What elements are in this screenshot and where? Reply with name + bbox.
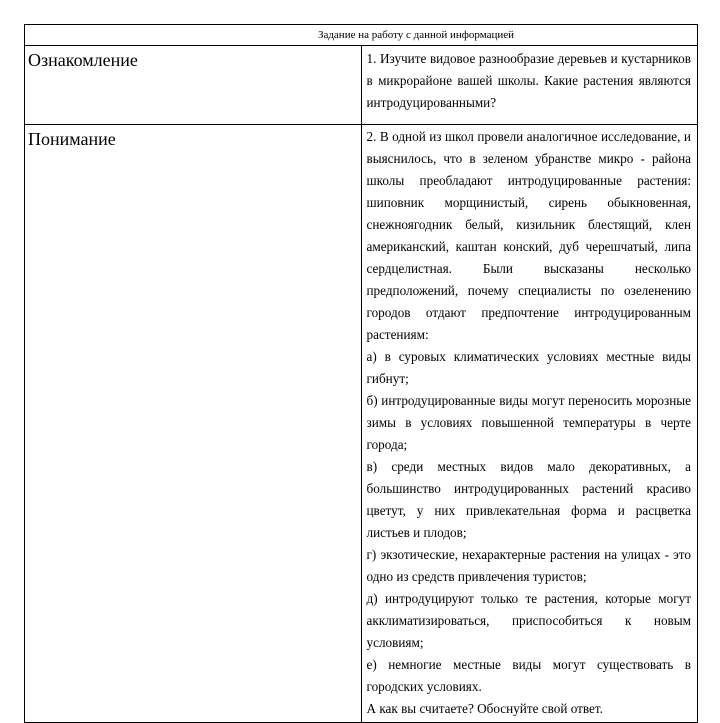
option-c: в) среди местных видов мало декоративных, а большинство интродуцированных растений красиво цветут, у них привлекательная форма и расцветка листьев и плодов;: [366, 459, 691, 540]
table-caption-row: [25, 25, 698, 46]
task-1-text: 1. Изучите видовое разнообразие деревьев и кустарников в микрорайоне вашей школы. Какие растения являются интродуцированными?: [361, 46, 698, 125]
option-b: б) интродуцированные виды могут переносить морозные зимы в условиях повышенной температуры в черте города;: [366, 393, 691, 452]
option-e: д) интродуцируют только те растения, которые могут акклиматизироваться, приспособиться к новым условиям;: [366, 591, 691, 650]
row-label-familiarization: [25, 46, 362, 125]
option-a: а) в суровых климатических условиях местные виды гибнут;: [366, 349, 691, 386]
option-d: г) экзотические, нехарактерные растения на улицах - это одно из средств привлечения туристов;: [366, 547, 691, 584]
task-2-content: [361, 125, 698, 723]
task-2-question: А как вы считаете? Обоснуйте свой ответ.: [366, 701, 603, 716]
task-table: [24, 24, 698, 723]
task-2-block: [367, 126, 692, 720]
row-label-understanding: Понимание: [25, 125, 362, 723]
table-row-familiarization: [25, 46, 698, 125]
table-row-understanding: [25, 125, 698, 723]
option-f: е) немногие местные виды могут существовать в городских условиях.: [366, 657, 691, 694]
task-2-intro: 2. В одной из школ провели аналогичное исследование, и выяснилось, что в зеленом убранстве микро - района школы преобладают интродуцированные растения: шиповник морщинистый, сирень обыкновенная, снежноягодник белый, кизильник блестящий, клен американский, каштан конский, дуб черешчатый, липа сердцелистная. Были высказаны несколько предположений, почему специалисты по озеленению городов отдают предпочтение интродуцированным растениям:: [366, 129, 691, 342]
table-caption: Задание на работу с данной информацией: [25, 25, 698, 46]
row-label-text: Ознакомление: [28, 50, 138, 70]
